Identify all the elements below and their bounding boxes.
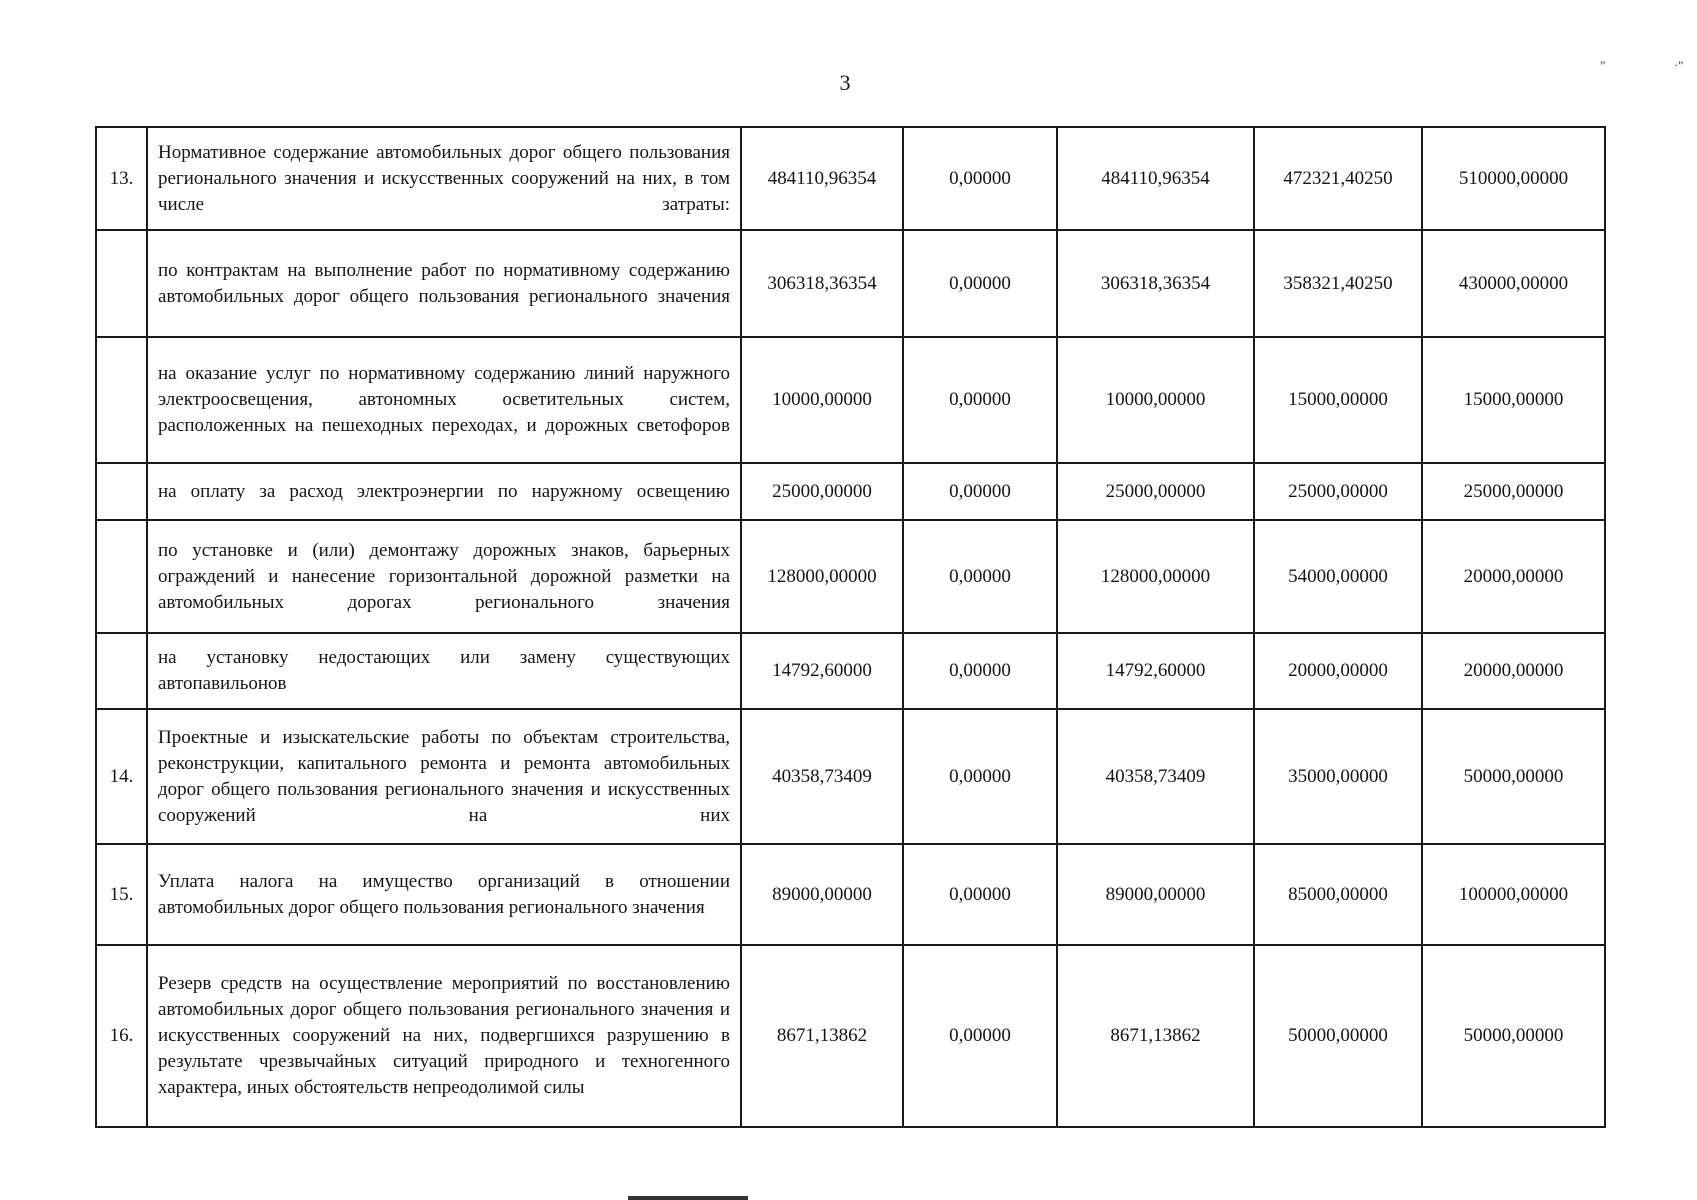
amount-cell: 0,00000 — [903, 945, 1057, 1127]
table-row — [96, 127, 1605, 230]
table-row — [96, 844, 1605, 945]
budget-table — [95, 126, 1606, 1128]
amount-cell: 35000,00000 — [1254, 709, 1422, 844]
amount-cell: 25000,00000 — [1422, 463, 1605, 520]
amount-cell: 85000,00000 — [1254, 844, 1422, 945]
page-number: 3 — [839, 70, 851, 95]
scan-mark: ·” — [1674, 58, 1684, 72]
amount-cell: 15000,00000 — [1422, 337, 1605, 463]
row-number — [96, 520, 147, 633]
table-row — [96, 633, 1605, 709]
amount-cell: 0,00000 — [903, 709, 1057, 844]
amount-cell: 128000,00000 — [1057, 520, 1254, 633]
amount-cell: 8671,13862 — [1057, 945, 1254, 1127]
scan-mark: ” — [1600, 58, 1606, 72]
amount-cell: 484110,96354 — [1057, 127, 1254, 230]
amount-cell: 20000,00000 — [1422, 633, 1605, 709]
amount-cell: 430000,00000 — [1422, 230, 1605, 337]
row-description: на оказание услуг по нормативному содержанию линий наружного электроосвещения, автономных осветительных систем, расположенных на пешеходных переходах, и дорожных светофоров — [147, 337, 741, 463]
amount-cell: 484110,96354 — [741, 127, 903, 230]
amount-cell: 50000,00000 — [1254, 945, 1422, 1127]
amount-cell: 306318,36354 — [1057, 230, 1254, 337]
table-row — [96, 709, 1605, 844]
amount-cell: 0,00000 — [903, 337, 1057, 463]
amount-cell: 89000,00000 — [1057, 844, 1254, 945]
amount-cell: 20000,00000 — [1254, 633, 1422, 709]
amount-cell: 25000,00000 — [1057, 463, 1254, 520]
amount-cell: 40358,73409 — [741, 709, 903, 844]
amount-cell: 306318,36354 — [741, 230, 903, 337]
row-number: 15. — [96, 844, 147, 945]
amount-cell: 14792,60000 — [1057, 633, 1254, 709]
amount-cell: 100000,00000 — [1422, 844, 1605, 945]
amount-cell: 0,00000 — [903, 520, 1057, 633]
amount-cell: 0,00000 — [903, 844, 1057, 945]
amount-cell: 358321,40250 — [1254, 230, 1422, 337]
table-row — [96, 463, 1605, 520]
amount-cell: 40358,73409 — [1057, 709, 1254, 844]
row-description: на оплату за расход электроэнергии по наружному освещению — [147, 463, 741, 520]
table-row — [96, 520, 1605, 633]
row-description: на установку недостающих или замену существующих автопавильонов — [147, 633, 741, 709]
amount-cell: 510000,00000 — [1422, 127, 1605, 230]
table-row — [96, 337, 1605, 463]
amount-cell: 54000,00000 — [1254, 520, 1422, 633]
row-number — [96, 633, 147, 709]
amount-cell: 0,00000 — [903, 127, 1057, 230]
row-number — [96, 230, 147, 337]
table-row — [96, 945, 1605, 1127]
amount-cell: 0,00000 — [903, 633, 1057, 709]
amount-cell: 8671,13862 — [741, 945, 903, 1127]
amount-cell: 50000,00000 — [1422, 945, 1605, 1127]
row-description: Резерв средств на осуществление мероприятий по восстановлению автомобильных дорог общего пользования регионального значения и искусственных сооружений на них, подвергшихся разрушению в результате чрезвычайных ситуаций природного и техногенного характера, иных обстоятельств непреодолимой силы — [147, 945, 741, 1127]
amount-cell: 50000,00000 — [1422, 709, 1605, 844]
scan-artifact — [628, 1196, 748, 1200]
row-number: 14. — [96, 709, 147, 844]
row-number: 13. — [96, 127, 147, 230]
table-row — [96, 230, 1605, 337]
amount-cell: 0,00000 — [903, 463, 1057, 520]
row-description: по установке и (или) демонтажу дорожных знаков, барьерных ограждений и нанесение горизонтальной дорожной разметки на автомобильных дорогах регионального значения — [147, 520, 741, 633]
row-number: 16. — [96, 945, 147, 1127]
amount-cell: 15000,00000 — [1254, 337, 1422, 463]
amount-cell: 20000,00000 — [1422, 520, 1605, 633]
row-description: Уплата налога на имущество организаций в отношении автомобильных дорог общего пользования регионального значения — [147, 844, 741, 945]
amount-cell: 10000,00000 — [1057, 337, 1254, 463]
row-description: Проектные и изыскательские работы по объектам строительства, реконструкции, капитального ремонта и ремонта автомобильных дорог общего пользования регионального значения и искусственных сооружений на них — [147, 709, 741, 844]
amount-cell: 14792,60000 — [741, 633, 903, 709]
amount-cell: 10000,00000 — [741, 337, 903, 463]
amount-cell: 128000,00000 — [741, 520, 903, 633]
row-description: Нормативное содержание автомобильных дорог общего пользования регионального значения и искусственных сооружений на них, в том числе затраты: — [147, 127, 741, 230]
row-number — [96, 337, 147, 463]
amount-cell: 25000,00000 — [741, 463, 903, 520]
amount-cell: 0,00000 — [903, 230, 1057, 337]
row-description: по контрактам на выполнение работ по нормативному содержанию автомобильных дорог общего пользования регионального значения — [147, 230, 741, 337]
amount-cell: 472321,40250 — [1254, 127, 1422, 230]
row-number — [96, 463, 147, 520]
amount-cell: 25000,00000 — [1254, 463, 1422, 520]
amount-cell: 89000,00000 — [741, 844, 903, 945]
